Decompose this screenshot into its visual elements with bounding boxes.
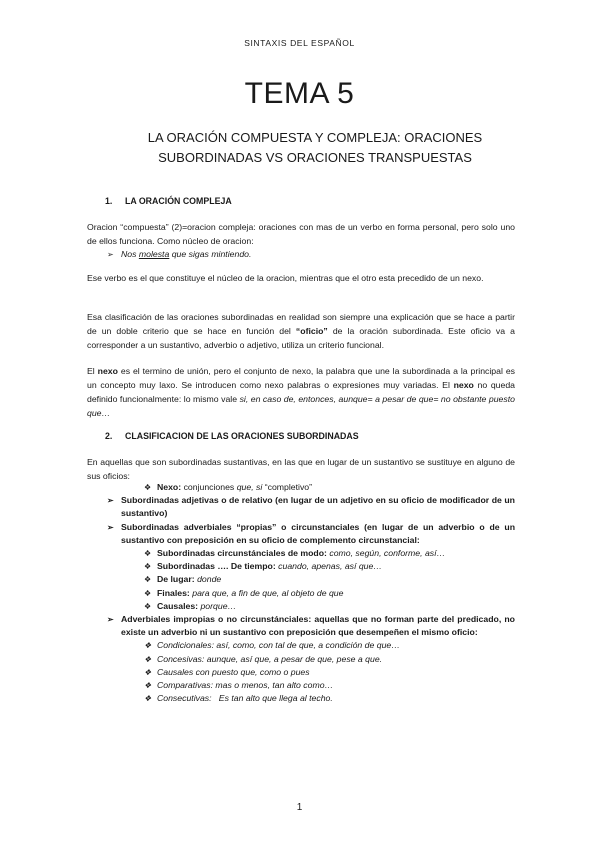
paragraph-text: En aquellas que son subordinadas sustantivas, en las que en lugar de un sustantivo se sustituye en alguno de sus oficios: <box>87 457 515 481</box>
example-underlined-verb: molesta <box>138 249 170 259</box>
list-item <box>87 600 515 613</box>
item-label: Subordinadas circunstánciales de modo: <box>157 548 330 559</box>
section-2-number: 2. <box>105 431 113 441</box>
section-1-heading <box>87 194 515 208</box>
subtitle-line-1: LA ORACIÓN COMPUESTA Y COMPLEJA: ORACIONES <box>147 130 483 145</box>
diamond-bullet-icon: ❖ <box>144 694 152 704</box>
section-2-heading-block <box>87 429 515 443</box>
text-run: es el termino de unión, pero el conjunto de nexo, la palabra que une la subordinada a la principal es un concepto muy laxo. Se introducen como nexo palabras o expresiones muy variadas. El <box>87 366 516 390</box>
bold-run: nexo <box>453 380 474 390</box>
bold-run: nexo <box>97 366 118 376</box>
item-example: donde <box>197 574 222 585</box>
list-item <box>87 573 515 586</box>
item-text: Subordinadas adjetivas o de relativo (en lugar de un adjetivo en su oficio de modificador de un sustantivo) <box>121 495 515 519</box>
list-item <box>87 639 515 652</box>
item-text: Concesivas: aunque, así que, a pesar de que, pese a que. <box>157 653 383 664</box>
diamond-bullet-icon: ❖ <box>144 562 152 572</box>
diamond-bullet-icon: ❖ <box>144 654 152 664</box>
paragraph-text: Oracion “compuesta” (2)=oracion compleja: oraciones con mas de un verbo en forma personal, pero solo uno de ellos funciona. Como núcleo de oracion: <box>87 222 515 246</box>
nexo-list <box>87 481 515 494</box>
section-2-list-block <box>87 481 515 705</box>
diamond-bullet-icon: ❖ <box>144 549 152 559</box>
text-run: no queda definido funcionalmente: lo mismo vale <box>87 380 515 404</box>
page-subtitle <box>100 128 530 168</box>
subordinate-types-list <box>87 494 515 547</box>
example-pre: Nos <box>121 249 139 259</box>
diamond-bullet-icon: ❖ <box>144 483 152 492</box>
list-item <box>87 666 515 679</box>
item-example: porque… <box>200 600 237 611</box>
list-item <box>87 679 515 692</box>
impropias-sublist <box>87 639 515 705</box>
section-1-number: 1. <box>105 196 113 206</box>
example-post: que sigas mintiendo. <box>169 249 252 259</box>
item-text: Condicionales: así, como, con tal de que, a condición de que… <box>157 640 400 651</box>
section-1-title: LA ORACIÓN COMPLEJA <box>125 196 232 206</box>
item-label: Finales: <box>157 587 193 598</box>
italic-run: que, si <box>236 482 263 492</box>
section-2-heading <box>87 429 515 443</box>
list-item <box>87 547 515 560</box>
list-item <box>87 481 515 494</box>
bold-run: Nexo: <box>157 482 184 492</box>
arrow-bullet-icon: ➢ <box>107 615 114 625</box>
subtitle-line-2: SUBORDINADAS VS ORACIONES TRANSPUESTAS <box>158 150 472 165</box>
text-run: El <box>87 366 98 376</box>
propias-sublist <box>87 547 515 613</box>
example-list <box>87 248 515 261</box>
diamond-bullet-icon: ❖ <box>144 588 152 598</box>
item-label: De lugar: <box>157 574 198 585</box>
paragraph-text: Ese verbo es el que constituye el núcleo de la oracion, mientras que el otro esta precedido de un nexo. <box>87 273 484 283</box>
item-text: Adverbiales impropias o no circunstánciales: aquellas que no forman parte del predicado, no existe un adverbio ni un sustantivo con preposición que desempeñen el mismo oficio: <box>121 614 515 638</box>
list-item <box>87 613 515 639</box>
section-1-paragraph-3 <box>87 310 515 352</box>
paragraph-text <box>87 310 515 352</box>
bold-run: “oficio” <box>295 326 328 336</box>
list-item <box>87 248 515 261</box>
item-label: Causales: <box>157 600 201 611</box>
italic-run: si, en caso de, entonces, aunque= a pesar de que= no obstante puesto que… <box>87 394 515 418</box>
page-title: TEMA 5 <box>244 77 355 110</box>
impropias-list <box>87 613 515 639</box>
running-header: SINTAXIS DEL ESPAÑOL <box>244 38 355 48</box>
text-run: de la oración subordinada. Este oficio va a corresponder a un sustantivo, adverbio o adjetivo, utiliza un criterio funcional. <box>87 326 515 350</box>
diamond-bullet-icon: ❖ <box>144 601 152 611</box>
item-label: Subordinadas …. De tiempo: <box>157 561 279 572</box>
text-run: conjunciones <box>183 482 237 492</box>
diamond-bullet-icon: ❖ <box>144 667 152 677</box>
list-item <box>87 653 515 666</box>
item-text: Consecutivas: Es tan alto que llega al techo. <box>157 693 333 704</box>
list-item <box>87 560 515 573</box>
section-1-paragraph-4 <box>87 364 515 420</box>
diamond-bullet-icon: ❖ <box>144 681 152 691</box>
section-1-paragraph-2 <box>87 271 515 285</box>
paragraph-text <box>87 364 515 420</box>
section-1-heading-block <box>87 194 515 208</box>
item-text: Comparativas: mas o menos, tan alto como… <box>157 680 334 691</box>
arrow-bullet-icon: ➢ <box>107 496 114 506</box>
diamond-bullet-icon: ❖ <box>144 641 152 651</box>
list-item <box>87 494 515 520</box>
arrow-bullet-icon: ➢ <box>107 250 114 259</box>
section-1-paragraph-1 <box>87 220 515 261</box>
page-number: 1 <box>296 802 303 813</box>
item-text: Causales con puesto que, como o pues <box>157 666 310 677</box>
text-run: “completivo” <box>262 482 313 492</box>
arrow-bullet-icon: ➢ <box>107 522 114 532</box>
item-example: como, según, conforme, así… <box>329 548 446 559</box>
diamond-bullet-icon: ❖ <box>144 575 152 585</box>
list-item <box>87 587 515 600</box>
section-2-title: CLASIFICACION DE LAS ORACIONES SUBORDINADAS <box>125 431 359 441</box>
list-item <box>87 692 515 705</box>
list-item <box>87 521 515 547</box>
item-text: Subordinadas adverbiales “propias” o circunstanciales (en lugar de un adverbio o de un sustantivo con preposición en su oficio de complemento circunstancial: <box>121 521 515 545</box>
item-example: para que, a fin de que, al objeto de que <box>192 587 344 598</box>
section-2-intro <box>87 455 515 483</box>
text-run: Esa clasificación de las oraciones subordinadas en realidad son siempre una explicación que se hace a partir de un doble criterio que se hace en función del <box>87 312 515 336</box>
item-example: cuando, apenas, así que… <box>278 561 382 572</box>
